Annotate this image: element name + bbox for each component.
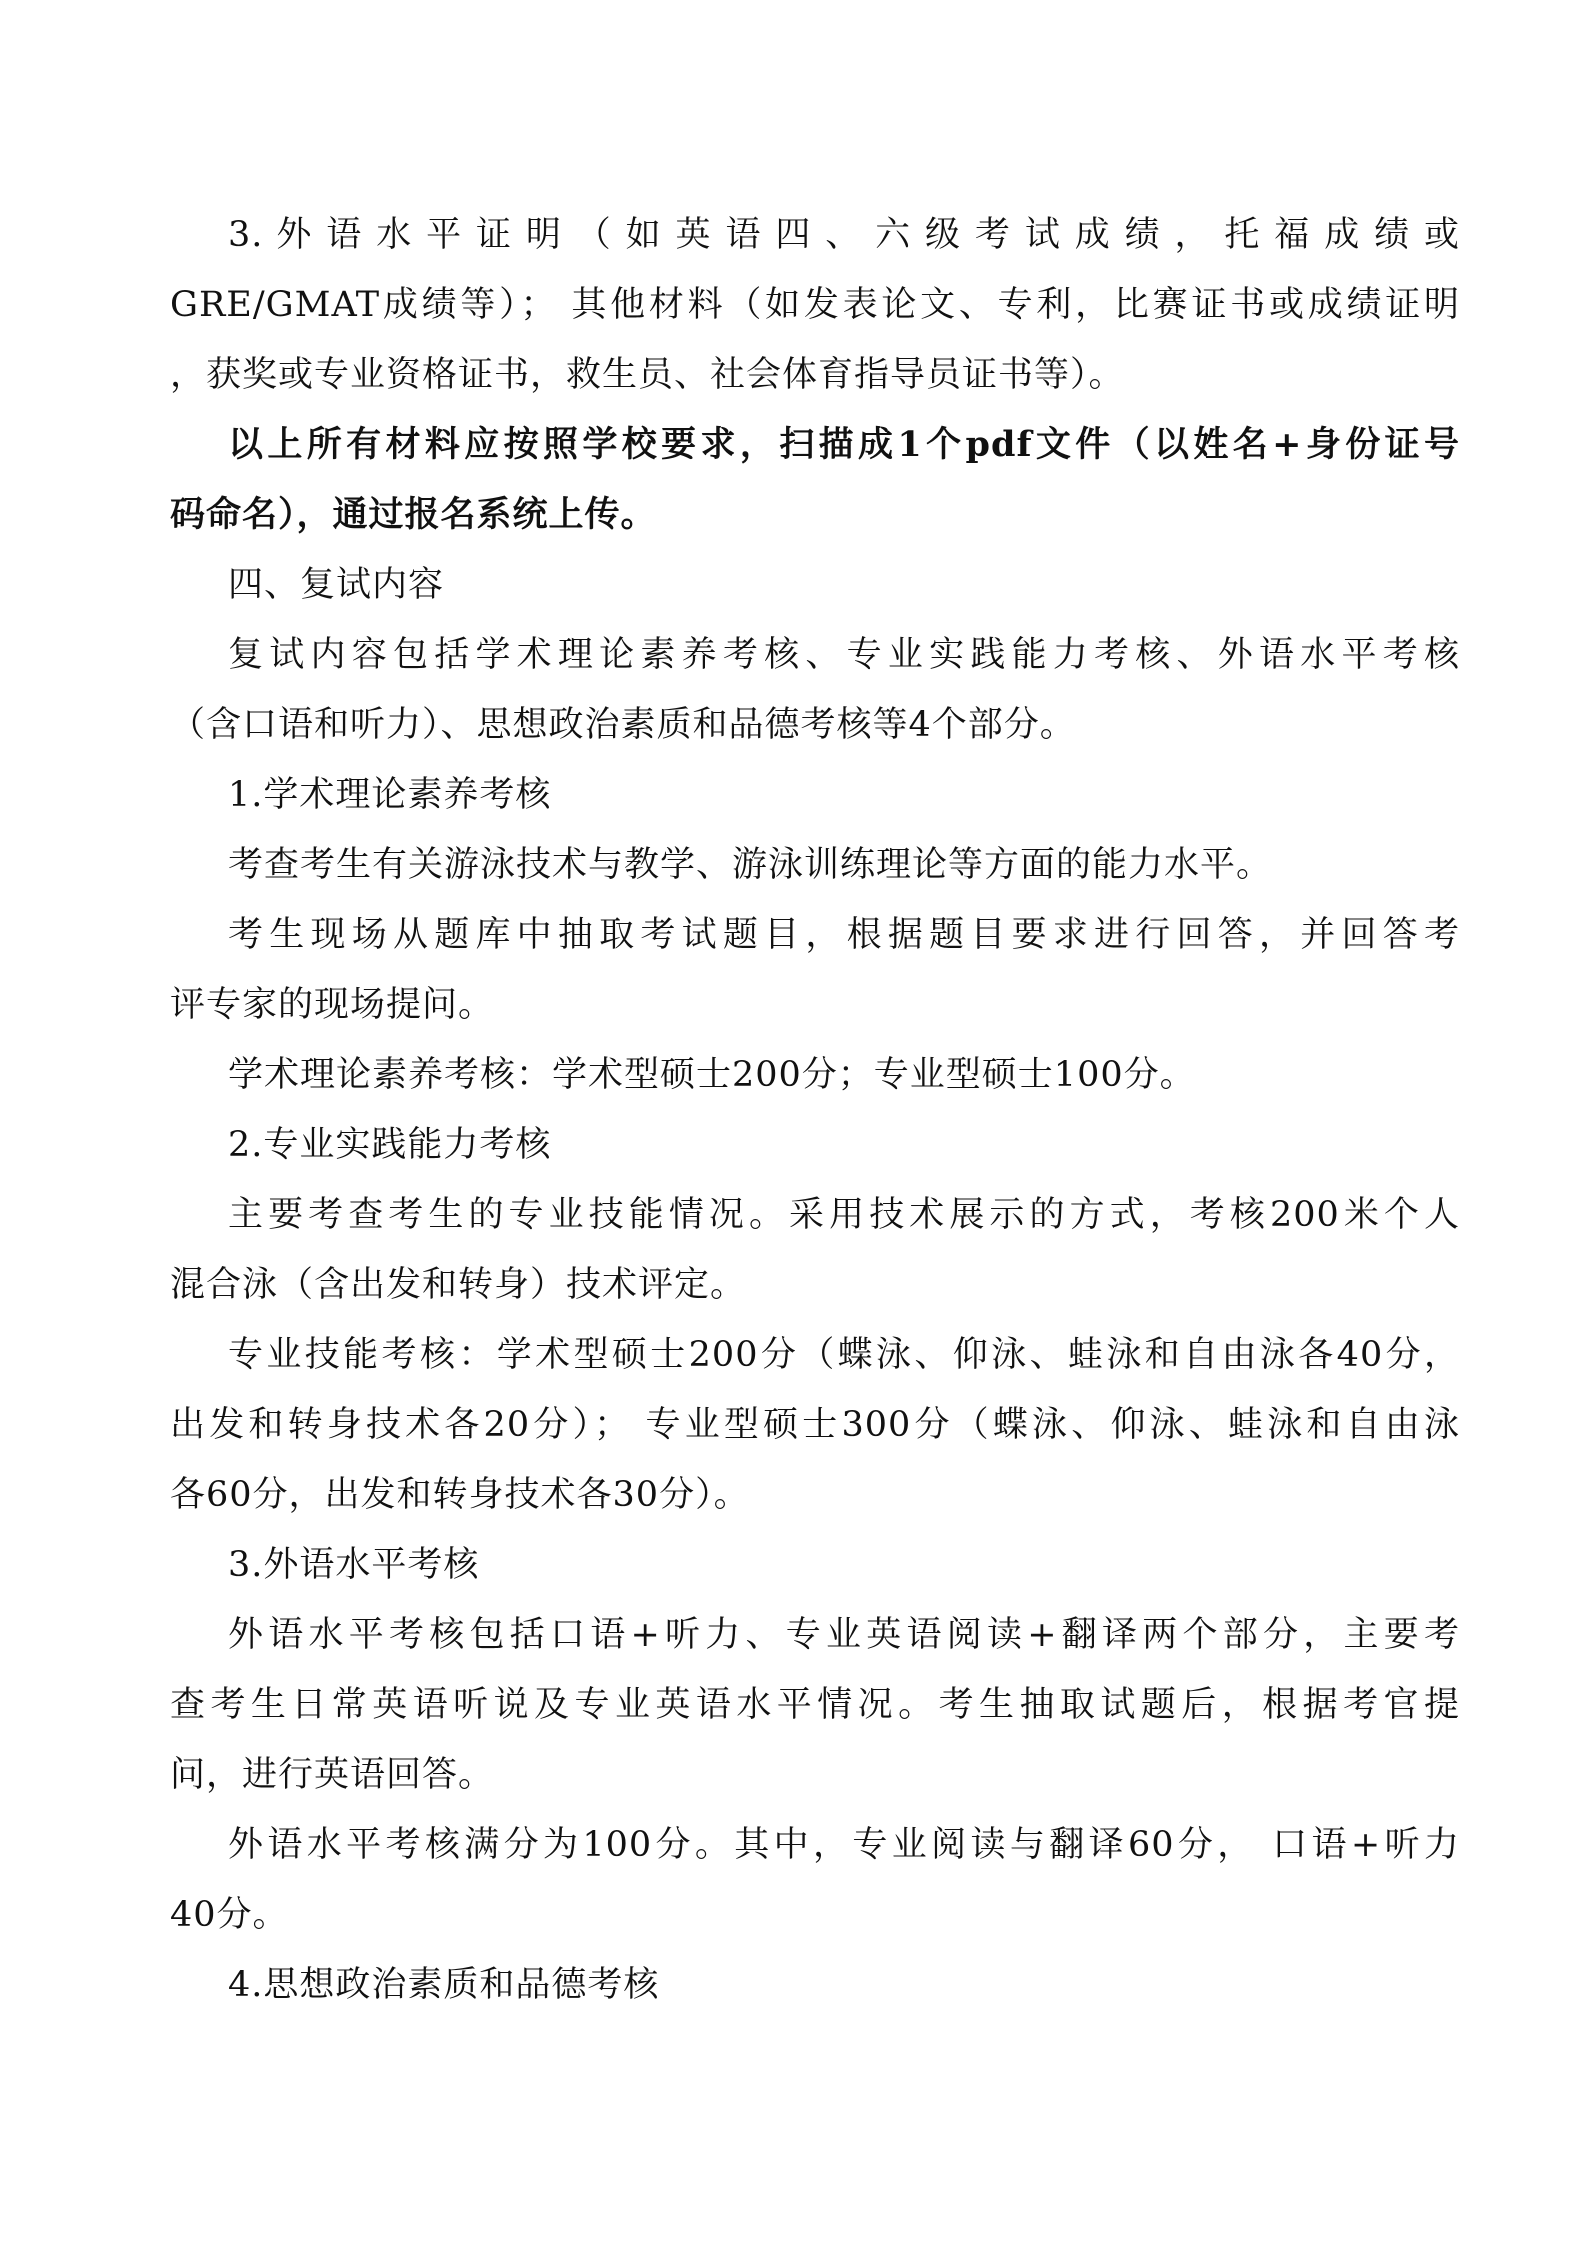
paragraph-line: GRE/GMAT成绩等）； 其他材料（如发表论文、专利，比赛证书或成绩证明 [170, 285, 1460, 325]
paragraph-line: 混合泳（含出发和转身）技术评定。 [170, 1265, 747, 1305]
paragraph-line: （含口语和听力）、思想政治素质和品德考核等4个部分。 [170, 705, 1076, 745]
paragraph-line: 各60分，出发和转身技术各30分）。 [170, 1475, 750, 1515]
document-body [170, 200, 1460, 2020]
paragraph-line: 3. 外 语 水 平 证 明 （ 如 英 语 四 、 六 级 考 试 成 绩 ， 托 福 成 绩 或 [228, 215, 1460, 255]
subsection-heading: 4.思想政治素质和品德考核 [228, 1965, 660, 2005]
paragraph-line: 问，进行英语回答。 [170, 1755, 495, 1795]
section-heading: 四、复试内容 [228, 565, 445, 605]
subsection-heading: 1.学术理论素养考核 [228, 775, 552, 815]
paragraph-line: 复试内容包括学术理论素养考核、专业实践能力考核、外语水平考核 [228, 635, 1460, 675]
paragraph-line: 考查考生有关游泳技术与教学、游泳训练理论等方面的能力水平。 [228, 845, 1273, 885]
paragraph-line: 主要考查考生的专业技能情况。采用技术展示的方式，考核200米个人 [228, 1195, 1460, 1235]
subsection-heading: 3.外语水平考核 [228, 1545, 480, 1585]
paragraph-line: 外语水平考核包括口语+听力、专业英语阅读+翻译两个部分，主要考 [228, 1615, 1460, 1655]
paragraph-line: ，获奖或专业资格证书，救生员、社会体育指导员证书等）。 [170, 355, 1125, 395]
paragraph-line: 出发和转身技术各20分）； 专业型硕士300分（蝶泳、仰泳、蛙泳和自由泳 [170, 1405, 1460, 1445]
paragraph-line: 40分。 [170, 1895, 289, 1935]
paragraph-line: 查考生日常英语听说及专业英语水平情况。考生抽取试题后，根据考官提 [170, 1685, 1460, 1725]
paragraph-line: 专业技能考核：学术型硕士200分（蝶泳、仰泳、蛙泳和自由泳各40分， [228, 1335, 1460, 1375]
paragraph-line: 外语水平考核满分为100分。其中，专业阅读与翻译60分， 口语+听力 [228, 1825, 1460, 1865]
bold-notice-line: 码命名），通过报名系统上传。 [170, 494, 657, 535]
subsection-heading: 2.专业实践能力考核 [228, 1125, 552, 1165]
paragraph-line: 评专家的现场提问。 [170, 985, 495, 1025]
bold-notice-line: 以上所有材料应按照学校要求，扫描成1个pdf文件（以姓名+身份证号 [228, 424, 1460, 465]
paragraph-line: 考生现场从题库中抽取考试题目，根据题目要求进行回答，并回答考 [228, 915, 1460, 955]
paragraph-line: 学术理论素养考核：学术型硕士200分；专业型硕士100分。 [228, 1055, 1196, 1095]
